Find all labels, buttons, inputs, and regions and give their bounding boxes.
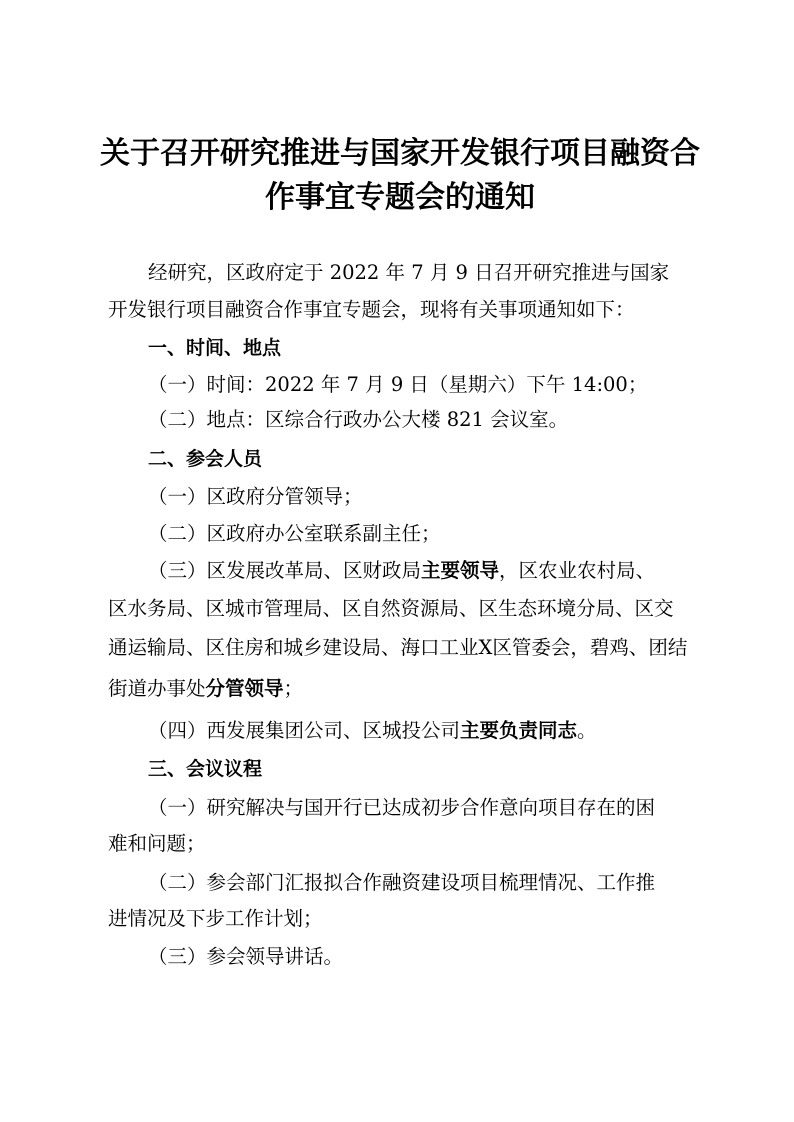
agenda-item-1-line-1: （一）研究解决与国开行已达成初步合作意向项目存在的困 [148,796,656,819]
attendee-item-4-text: （四）西发展集团公司、区城投公司 [148,719,461,742]
attendee-item-3-line-4-end: ； [283,677,304,700]
section-heading-agenda: 三、会议议程 [148,758,263,780]
agenda-item-2-line-2: 进情况及下步工作计划； [108,907,323,930]
section-heading-time-location: 一、时间、地点 [148,337,282,359]
attendee-item-1: （一）区政府分管领导； [148,485,363,508]
attendee-item-3-line-2: 区水务局、区城市管理局、区自然资源局、区生态环境分局、区交 [108,597,674,620]
intro-paragraph-line-1: 经研究，区政府定于 2022 年 7 月 9 日召开研究推进与国家 [148,261,670,284]
attendee-item-2: （二）区政府办公室联系副主任； [148,522,441,545]
attendee-item-4-end: 。 [577,719,597,742]
intro-paragraph-line-2: 开发银行项目融资合作事宜专题会，现将有关事项通知如下： [108,298,635,321]
attendee-item-3-line-4 [108,675,698,703]
attendee-item-3-emphasis: 主要领导 [421,559,500,582]
agenda-item-3: （三）参会领导讲话。 [148,945,344,968]
meeting-location-item: （二）地点：区综合行政办公大楼 821 会议室。 [148,408,569,431]
document-title-line-1: 关于召开研究推进与国家开发银行项目融资合 [100,136,700,171]
attendee-item-3-line-4-text: 街道办事处 [108,677,206,700]
attendee-item-3-text: （三）区发展改革局、区财政局 [148,559,422,582]
attendee-item-3-line-3: 通运输局、区住房和城乡建设局、海口工业X区管委会，碧鸡、团结 [108,636,688,659]
attendee-item-3-line-4-emphasis: 分管领导 [205,677,284,700]
agenda-item-2-line-1: （二）参会部门汇报拟合作融资建设项目梳理情况、工作推 [148,871,656,894]
document-title-line-2: 作事宜专题会的通知 [265,180,535,215]
attendee-item-4 [148,717,698,745]
attendee-item-4-emphasis: 主要负责同志 [460,719,578,742]
section-heading-attendees: 二、参会人员 [148,448,263,470]
agenda-item-1-line-2: 难和问题； [108,832,206,855]
attendee-item-3-text-continued: ，区农业农村局、 [499,559,656,582]
attendee-item-3-line-1 [148,557,698,585]
meeting-time-item: （一）时间：2022 年 7 月 9 日（星期六）下午 14:00； [148,373,648,396]
